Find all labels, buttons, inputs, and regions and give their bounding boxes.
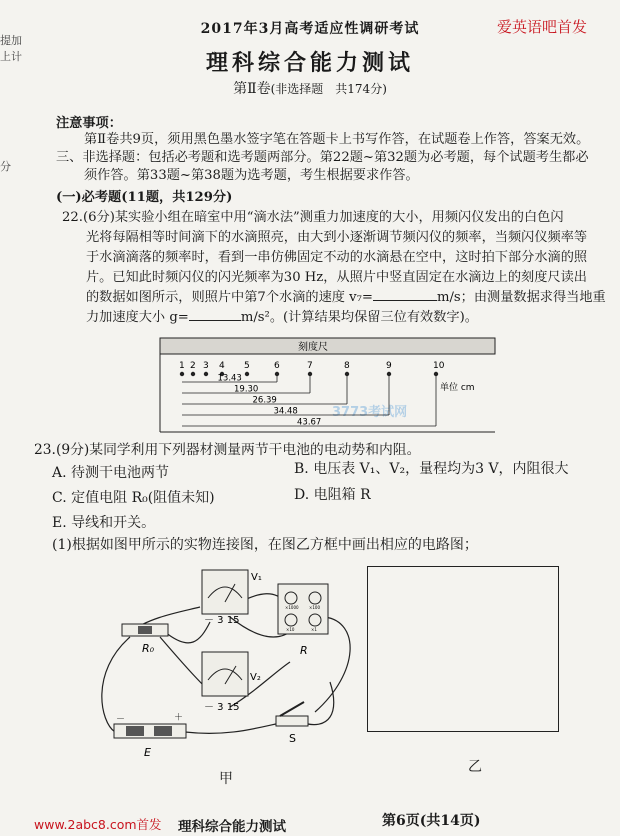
water-drop-10 [434,372,438,376]
q22-line-4: 片。已知此时频闪仪的闪光频率为30 Hz，从照片中竖直固定在水滴边上的刻度尺读出 [86,270,587,285]
drop-number-10: 10 [433,361,445,371]
measure-value-4: 34.48 [273,406,298,417]
option-c: C. 定值电阻 R₀(阻值未知) [52,490,215,506]
drop-number-4: 4 [219,361,225,371]
q22-line-5-unit: m/s；由测量数据求得当地重 [436,290,606,305]
v2-label: V₂ [250,672,261,683]
footer-title: 理科综合能力测试 [178,819,286,835]
answer-box-yi[interactable] [367,566,559,732]
drop-number-7: 7 [307,361,313,371]
q22-line-5 [86,288,606,308]
water-drop-7 [308,372,312,376]
v7-answer-blank[interactable] [373,288,437,301]
drop-number-6: 6 [274,361,280,371]
notes-line-1: 第Ⅱ卷共9页，须用黑色墨水签字笔在答题卡上书写作答，在试题卷上作答，答案无效。 [84,132,590,147]
battery-minus: － [116,715,126,725]
drop-number-8: 8 [344,361,350,371]
v1-label: V₁ [251,572,262,583]
edge-fragment-2: 上计 [0,50,22,63]
g-answer-blank[interactable] [189,308,241,321]
drop-number-2: 2 [190,361,196,371]
r0-label: R₀ [142,642,155,655]
exam-title: 2017年3月高考适应性调研考试 [200,21,420,37]
measure-value-2: 19.30 [234,384,259,395]
notes-line-3: 须作答。第33题~第38题为选考题，考生根据要求作答。 [84,168,419,183]
e-label: E [144,746,151,759]
voltmeter-v1 [202,570,262,626]
ruler-figure [150,332,500,440]
voltmeter-v2 [202,652,261,713]
notes-line-2: 三、非选择题：包括必考题和选考题两部分。第22题~第32题为必考题，每个试题考生都必 [56,150,589,165]
figure-label-yi: 乙 [468,759,482,775]
option-b: B. 电压表 V₁、V₂，量程均为3 V，内阻很大 [294,461,569,477]
page-title: 理科综合能力测试 [205,50,414,76]
r-label: R [300,644,308,657]
q23-sub-1: (1)根据如图甲所示的实物连接图，在图乙方框中画出相应的电路图； [52,537,478,553]
drop-number-9: 9 [386,361,392,371]
q22-line-6 [86,308,478,328]
watermark-ruler: 3773考试网 [332,405,408,420]
edge-fragment-3: 分 [0,160,11,173]
footer-watermark: www.2abc8.com首发 [34,817,162,832]
battery-e [114,712,186,759]
section-heading: (一)必考题(11题，共129分) [56,190,233,205]
q22-line-6-unit: m/s²。(计算结果均保留三位有效数字)。 [240,310,478,325]
measure-value-5: 43.67 [297,417,322,428]
q22-line-1: 22.(6分)某实验小组在暗室中用“滴水法”测重力加速度的大小，用频闪仪发出的白色闪 [62,210,564,225]
water-drop-3 [204,372,208,376]
water-drop-1 [180,372,184,376]
edge-fragment-1: 提加 [0,34,22,47]
water-drop-5 [245,372,249,376]
box-label-10: ×10 [286,627,295,632]
resistor-r0 [122,624,168,655]
s-label: S [289,732,296,745]
v2-scale: － 3 15 [204,702,240,713]
switch-s [276,702,308,745]
box-label-1000: ×1000 [285,605,299,610]
part-label: 第Ⅱ卷 [233,81,271,97]
box-label-100: ×100 [309,605,320,610]
ruler-label: 刻度尺 [298,342,328,353]
q22-line-5-text: 的数据如图所示，则照片中第7个水滴的速度 v₇= [86,290,373,305]
battery-plus: ＋ [174,713,184,723]
drop-number-1: 1 [179,361,185,371]
page-number: 第6页(共14页) [382,813,481,829]
drop-number-3: 3 [203,361,209,371]
watermark-top: 爱英语吧首发 [497,18,588,36]
measure-value-3: 26.39 [252,395,277,406]
resistance-box [278,584,328,657]
q22-line-2: 光将每隔相等时间滴下的水滴照亮，由大到小逐渐调节频闪仪的频率，当频闪仪频率等 [86,230,588,245]
q22-line-6-text: 力加速度大小 g= [86,310,189,325]
drop-number-5: 5 [244,361,250,371]
water-drop-2 [191,372,195,376]
box-label-1: ×1 [311,627,317,632]
part-note: (非选择题 共174分) [270,82,387,96]
option-d: D. 电阻箱 R [294,487,371,503]
notes-heading: 注意事项： [56,116,122,131]
v1-scale: － 3 15 [204,615,240,626]
option-e: E. 导线和开关。 [52,515,156,531]
circuit-figure-jia [90,562,370,772]
figure-label-jia: 甲 [219,771,233,787]
q22-line-3: 于水滴滴落的频率时，看到一串仿佛固定不动的水滴悬在空中，这时拍下部分水滴的照 [86,250,588,265]
water-drop-6 [275,372,279,376]
ruler-unit: 单位 cm [440,383,475,393]
part-heading [0,78,620,98]
q23-line-1: 23.(9分)某同学利用下列器材测量两节干电池的电动势和内阻。 [34,442,421,458]
water-drop-9 [387,372,391,376]
option-a: A. 待测干电池两节 [52,465,170,481]
water-drop-8 [345,372,349,376]
measure-value-1: 13.43 [217,373,242,384]
